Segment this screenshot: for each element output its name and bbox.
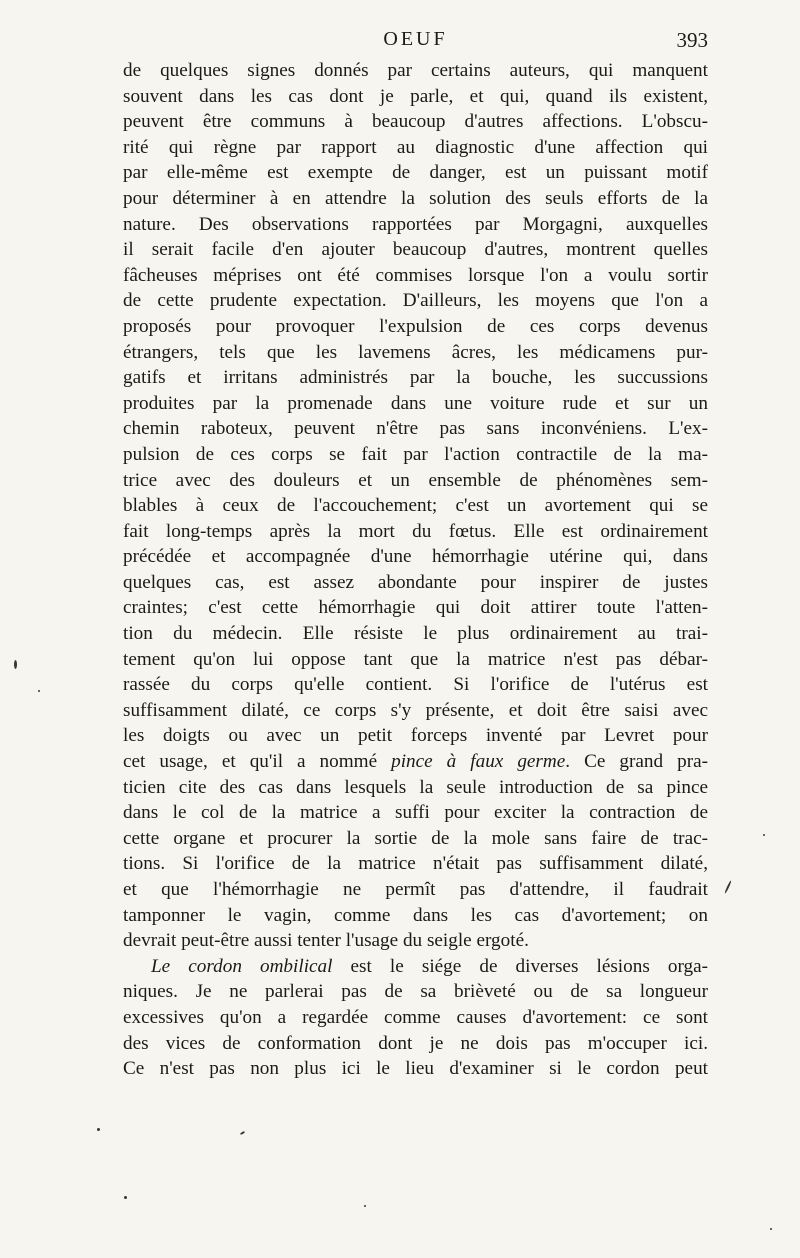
text-line: il serait facile d'en ajouter beaucoup d'autres, montrent quelles [123, 239, 708, 261]
text-line: précédée et accompagnée d'une hémorrhagie utérine qui, dans [123, 546, 708, 568]
text-line: tement qu'on lui oppose tant que la matrice n'est pas débar- [123, 648, 708, 670]
running-title: OEUF [383, 28, 448, 50]
text-line: étrangers, tels que les lavemens âcres, les médicamens pur- [123, 341, 708, 363]
text-line: ticien cite des cas dans lesquels la seule introduction de sa pince [123, 776, 708, 798]
text-segment: est le siége de diverses lésions orga- [332, 955, 708, 977]
scan-speck [364, 1205, 366, 1207]
text-line: de cette prudente expectation. D'ailleurs, les moyens que l'on a [123, 290, 708, 312]
text-line: excessives qu'on a regardée comme causes d'avortement: ce sont [123, 1006, 708, 1028]
text-line: Ce n'est pas non plus ici le lieu d'examiner si le cordon peut [123, 1058, 708, 1080]
text-line: proposés pour provoquer l'expulsion de ces corps devenus [123, 315, 708, 337]
italic-phrase: pince à faux germe [391, 751, 566, 773]
text-line: rassée du corps qu'elle contient. Si l'orifice de l'utérus est [123, 674, 708, 696]
body-text [123, 58, 708, 1082]
text-line: niques. Je ne parlerai pas de sa brièveté ou de sa longueur [123, 981, 708, 1003]
italic-phrase: Le cordon ombilical [151, 955, 333, 977]
text-line: chemin raboteux, peuvent n'être pas sans inconvéniens. L'ex- [123, 418, 708, 440]
page-number: 393 [676, 28, 708, 52]
scan-speck [763, 834, 765, 836]
text-segment: cet usage, et qu'il a nommé [123, 751, 392, 773]
scan-speck [38, 690, 40, 692]
text-line: les doigts ou avec un petit forceps inventé par Levret pour [123, 725, 708, 747]
text-segment: . Ce grand pra- [565, 751, 708, 773]
text-line: des vices de conformation dont je ne dois pas m'occuper ici. [123, 1032, 708, 1054]
text-line [123, 749, 708, 775]
scan-speck [724, 880, 732, 894]
text-line: produites par la promenade dans une voiture rude et sur un [123, 392, 708, 414]
running-head [123, 28, 708, 58]
text-line [123, 954, 708, 980]
text-line: trice avec des douleurs et un ensemble de phénomènes sem- [123, 469, 708, 491]
text-line: fait long-temps après la mort du fœtus. Elle est ordinairement [123, 520, 708, 542]
text-line: de quelques signes donnés par certains auteurs, qui manquent [123, 60, 708, 81]
text-line: peuvent être communs à beaucoup d'autres affections. L'obscu- [123, 111, 708, 133]
scan-speck [240, 1131, 245, 1135]
scan-speck [770, 1228, 772, 1230]
scan-speck [124, 1196, 127, 1199]
text-line: quelques cas, est assez abondante pour inspirer de justes [123, 571, 708, 593]
text-line: pulsion de ces corps se fait par l'action contractile de la ma- [123, 443, 708, 465]
scan-speck [14, 660, 17, 669]
text-line: nature. Des observations rapportées par Morgagni, auxquelles [123, 213, 708, 235]
text-line: tions. Si l'orifice de la matrice n'était pas suffisamment dilaté, [123, 853, 708, 875]
text-line: tion du médecin. Elle résiste le plus ordinairement au trai- [123, 623, 708, 645]
text-line: gatifs et irritans administrés par la bouche, les succussions [123, 367, 708, 389]
text-line: pour déterminer à en attendre la solution des seuls efforts de la [123, 187, 708, 209]
scan-speck [97, 1128, 100, 1131]
text-line: dans le col de la matrice a suffi pour exciter la contraction de [123, 802, 708, 824]
text-line: suffisamment dilaté, ce corps s'y présente, et doit être saisi avec [123, 699, 708, 721]
text-line: devrait peut-être aussi tenter l'usage du seigle ergoté. [123, 930, 529, 952]
text-line: par elle-même est exempte de danger, est un puissant motif [123, 162, 708, 184]
text-line: rité qui règne par rapport au diagnostic d'une affection qui [123, 136, 708, 158]
text-line: craintes; c'est cette hémorrhagie qui doit attirer toute l'atten- [123, 597, 708, 619]
text-line: et que l'hémorrhagie ne permît pas d'attendre, il faudrait [123, 879, 708, 900]
text-line: blables à ceux de l'accouchement; c'est un avortement qui se [123, 495, 708, 517]
text-line: fâcheuses méprises ont été commises lorsque l'on a voulu sortir [123, 264, 708, 286]
text-line: tamponner le vagin, comme dans les cas d'avortement; on [123, 904, 708, 926]
text-line: souvent dans les cas dont je parle, et qui, quand ils existent, [123, 85, 708, 107]
text-line: cette organe et procurer la sortie de la mole sans faire de trac- [123, 827, 708, 849]
